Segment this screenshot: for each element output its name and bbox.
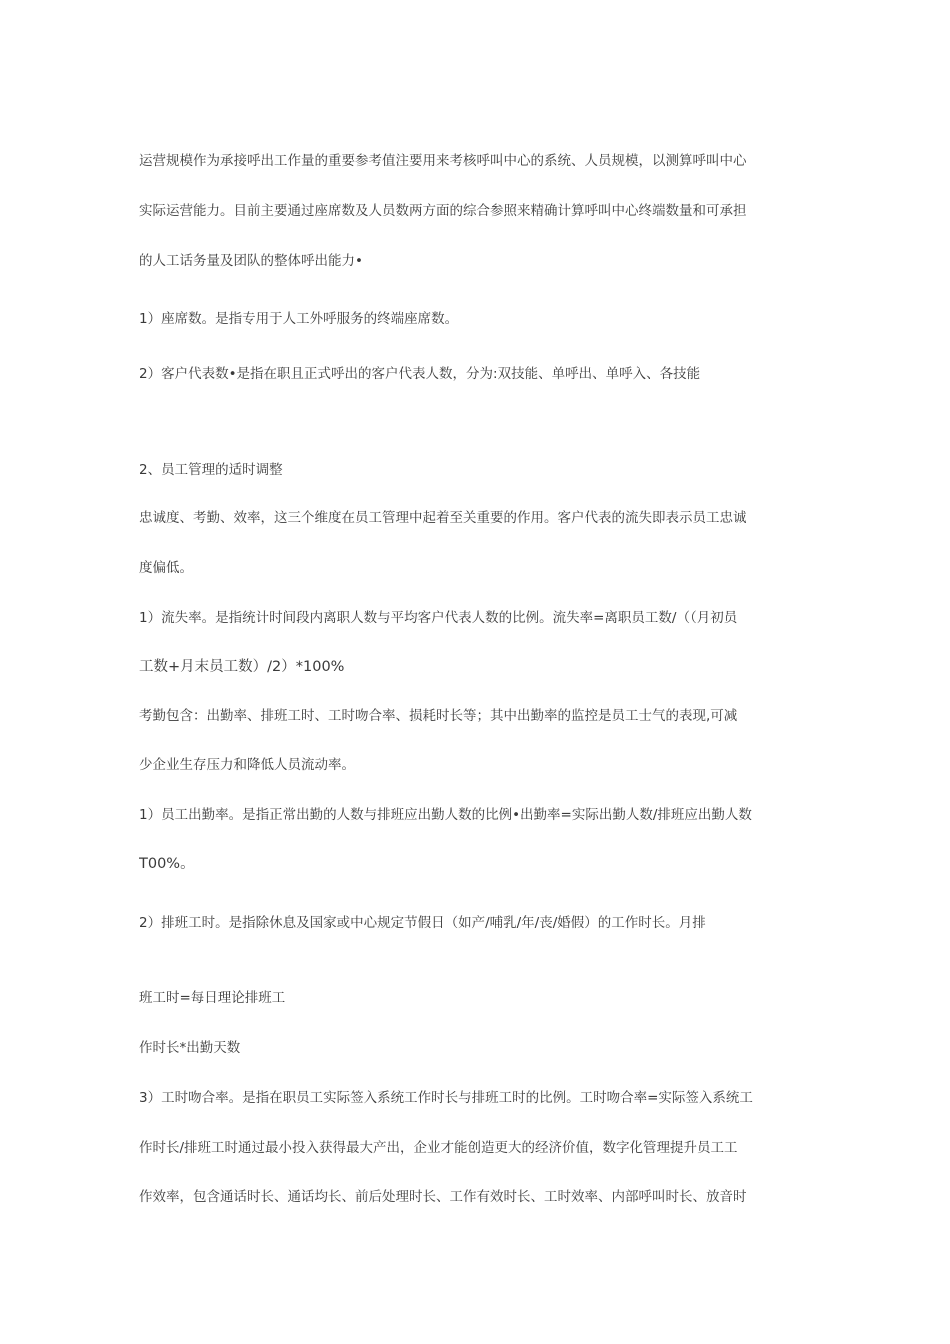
paragraph-line-16: 班工时=每日理论排班工	[139, 989, 286, 1006]
list-item-schedule: 2）排班工时。是指除休息及国家或中心规定节假日（如产/哺乳/年/丧/婚假）的工作时长。月排	[139, 914, 706, 931]
list-item-attendance: 1）员工出勤率。是指正常出勤的人数与排班应出勤人数的比例•出勤率=实际出勤人数/排班应出勤人数	[139, 806, 752, 823]
paragraph-line-12: 少企业生存压力和降低人员流动率。	[139, 756, 355, 773]
paragraph-line-20: 作效率，包含通话时长、通话均长、前后处理时长、工作有效时长、工时效率、内部呼叫时长、放音时	[139, 1188, 747, 1205]
paragraph-line-8: 度偏低。	[139, 559, 193, 576]
paragraph-line-17: 作时长*出勤天数	[139, 1039, 241, 1056]
list-item-seats: 1）座席数。是指专用于人工外呼服务的终端座席数。	[139, 310, 459, 327]
paragraph-line-10: 工数+月末员工数）/2）*100%	[139, 658, 345, 675]
paragraph-line-3: 的人工话务量及团队的整体呼出能力•	[139, 252, 363, 269]
paragraph-line-19: 作时长/排班工时通过最小投入获得最大产出，企业才能创造更大的经济价值，数字化管理提升员工工	[139, 1139, 738, 1156]
list-item-turnover: 1）流失率。是指统计时间段内离职人数与平均客户代表人数的比例。流失率=离职员工数/（（月初员	[139, 609, 738, 626]
list-item-agents: 2）客户代表数•是指在职且正式呼出的客户代表人数，分为:双技能、单呼出、单呼入、各技能	[139, 365, 701, 382]
paragraph-line-7: 忠诚度、考勤、效率，这三个维度在员工管理中起着至关重要的作用。客户代表的流失即表示员工忠诚	[139, 509, 747, 526]
paragraph-line-1: 运营规模作为承接呼出工作量的重要参考值注要用来考核呼叫中心的系统、人员规模，以测算呼叫中心	[139, 152, 747, 169]
list-item-hours-match: 3）工时吻合率。是指在职员工实际签入系统工作时长与排班工时的比例。工时吻合率=实际签入系统工	[139, 1089, 753, 1106]
paragraph-line-11: 考勤包含：出勤率、排班工时、工时吻合率、损耗时长等；其中出勤率的监控是员工士气的表现,可减	[139, 707, 738, 724]
paragraph-line-2: 实际运营能力。目前主要通过座席数及人员数两方面的综合参照来精确计算呼叫中心终端数量和可承担	[139, 202, 747, 219]
paragraph-line-14: T00%。	[139, 855, 195, 872]
section-heading: 2、员工管理的适时调整	[139, 461, 283, 478]
